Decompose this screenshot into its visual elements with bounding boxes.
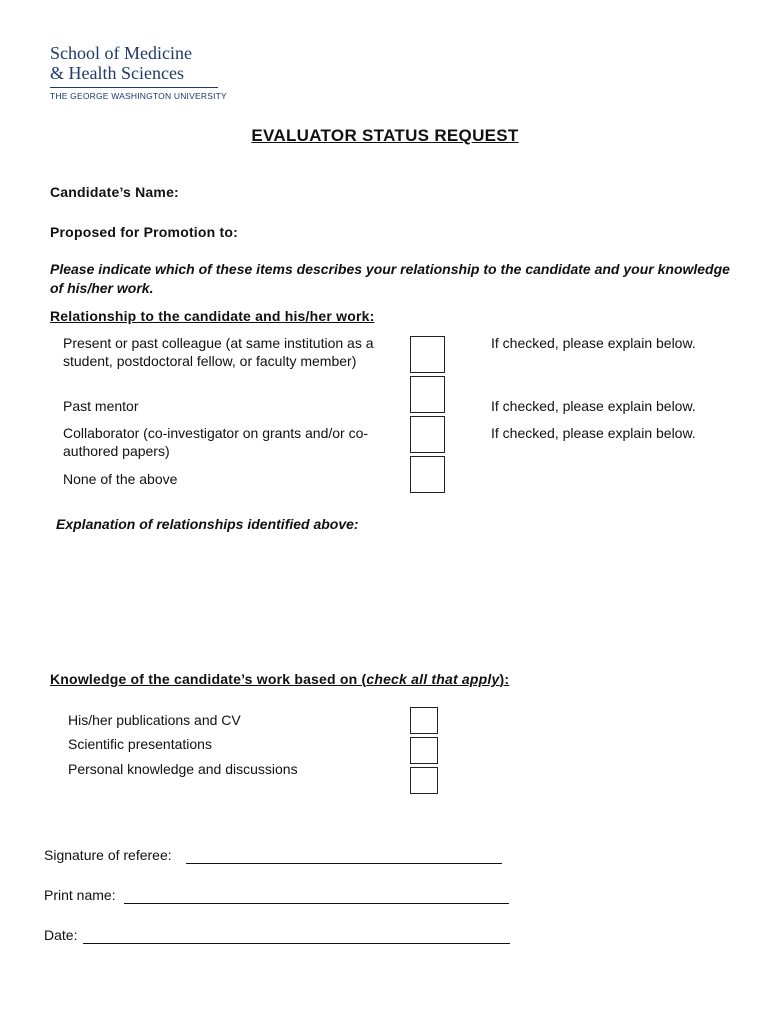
relationship-note-mentor: If checked, please explain below. [491,398,696,414]
date-line[interactable] [83,942,510,944]
relationship-item-colleague-label: Present or past colleague (at same institution as a student, postdoctoral fellow, or faculty member) [63,335,374,369]
signature-referee-line[interactable] [186,862,502,864]
knowledge-item-personal-label: Personal knowledge and discussions [68,761,298,777]
relationship-item-none-label: None of the above [63,471,178,487]
relationship-note-collaborator: If checked, please explain below. [491,425,696,441]
relationship-note-colleague: If checked, please explain below. [491,335,696,351]
logo-school-of-medicine: School of Medicine [50,43,192,63]
knowledge-checkbox-presentations[interactable] [410,737,438,764]
page-title: EVALUATOR STATUS REQUEST [251,126,519,145]
date-label: Date: [44,927,78,943]
candidate-name-label: Candidate’s Name: [50,184,179,200]
relationship-checkbox-none[interactable] [410,456,445,493]
knowledge-heading-post: ): [499,671,510,687]
knowledge-heading-pre: Knowledge of the candidate’s work based on ( [50,671,367,687]
logo-health-sciences: & Health Sciences [50,63,184,83]
relationship-checkbox-colleague[interactable] [410,336,445,373]
relationship-heading: Relationship to the candidate and his/her work: [50,308,375,324]
print-name-label: Print name: [44,887,116,903]
logo-divider [50,87,218,88]
proposed-promotion-label: Proposed for Promotion to: [50,224,238,240]
relationship-checkbox-mentor[interactable] [410,376,445,413]
signature-referee-label: Signature of referee: [44,847,172,863]
relationship-item-mentor-label: Past mentor [63,398,139,414]
knowledge-item-presentations-label: Scientific presentations [68,736,212,752]
explanation-label: Explanation of relationships identified above: [56,516,359,532]
knowledge-heading-italic: check all that apply [366,671,500,687]
knowledge-heading [50,671,509,687]
instruction-text: Please indicate which of these items describes your relationship to the candidate and your knowledge of his/her work. [50,261,730,296]
knowledge-item-publications-label: His/her publications and CV [68,712,241,728]
knowledge-checkbox-personal[interactable] [410,767,438,794]
logo-university-name: THE GEORGE WASHINGTON UNIVERSITY [50,91,227,101]
print-name-line[interactable] [124,902,509,904]
knowledge-checkbox-publications[interactable] [410,707,438,734]
relationship-checkbox-collaborator[interactable] [410,416,445,453]
relationship-item-collaborator-label: Collaborator (co-investigator on grants and/or co-authored papers) [63,425,369,459]
